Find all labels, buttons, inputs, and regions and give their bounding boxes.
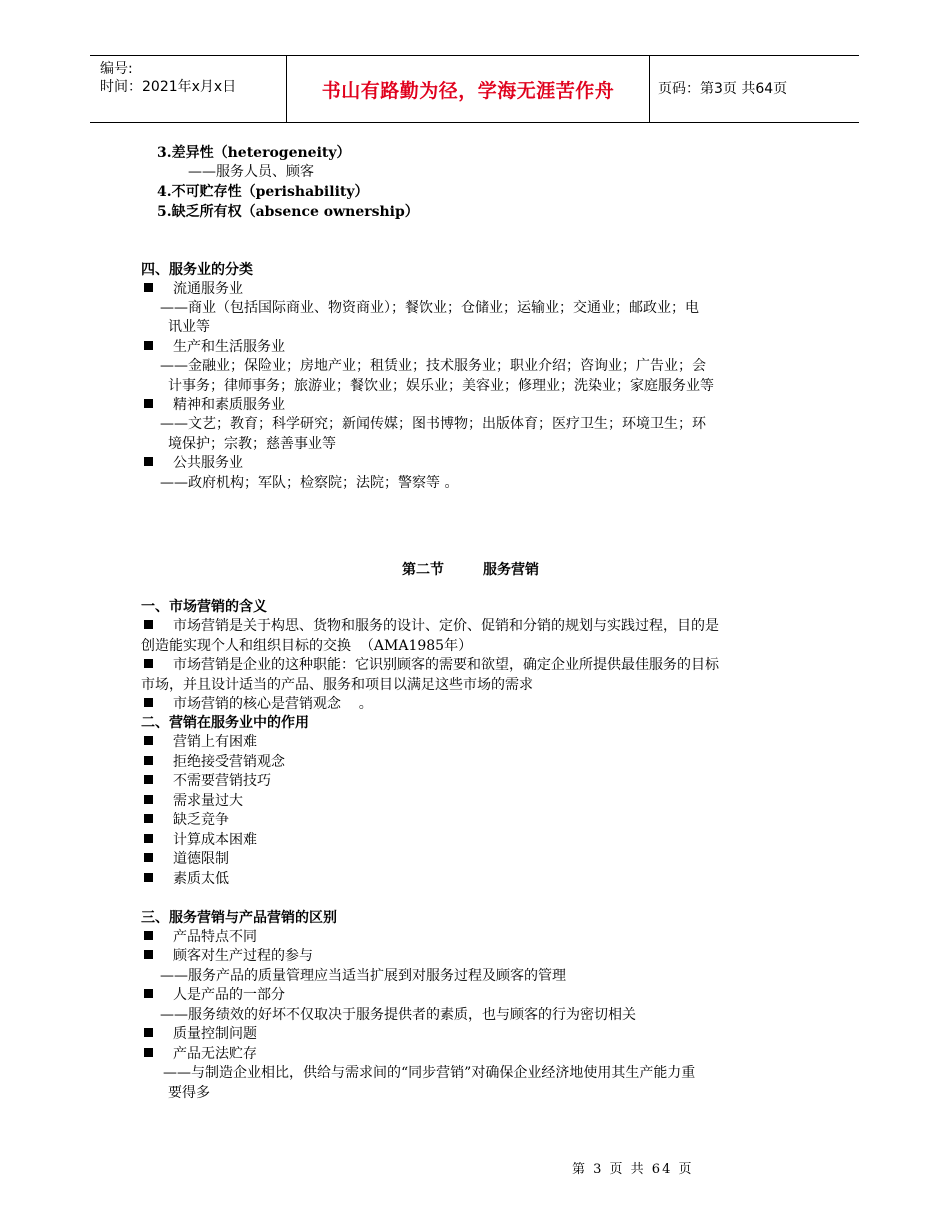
feature-perishability: 4.不可贮存性（perishability）	[157, 184, 369, 200]
list-item-desc: 要得多	[168, 1085, 210, 1101]
bullet-square-icon	[144, 853, 153, 862]
list-item: 营销上有困难	[141, 733, 257, 752]
list-item: 不需要营销技巧	[141, 772, 271, 791]
chapter-title: 第二节 服务营销	[402, 562, 539, 578]
header-right-cell	[650, 56, 859, 122]
bullet-square-icon	[144, 950, 153, 959]
feature-heterogeneity: 3.差异性（heterogeneity）	[157, 145, 351, 161]
bullet-square-icon	[144, 873, 153, 882]
list-item-cont: 市场，并且设计适当的产品、服务和项目以满足这些市场的需求	[141, 677, 533, 693]
list-item: 市场营销的核心是营销观念 。	[141, 695, 373, 714]
bullet-square-icon	[144, 736, 153, 745]
list-item: 需求量过大	[141, 792, 243, 811]
header-left-cell	[90, 56, 287, 122]
bullet-square-icon	[144, 698, 153, 707]
header-center-cell	[287, 56, 650, 122]
bullet-square-icon	[144, 1028, 153, 1037]
list-item: 流通服务业	[141, 280, 243, 299]
page-header	[90, 55, 859, 123]
list-item: 计算成本困难	[141, 831, 257, 850]
time-label: 时间：2021年x月x日	[100, 79, 237, 95]
bullet-square-icon	[144, 795, 153, 804]
header-motto: 书山有路勤为径，学海无涯苦作舟	[321, 80, 615, 102]
list-item-desc: ——商业（包括国际商业、物资商业）；餐饮业；仓储业；运输业；交通业；邮政业；电	[160, 300, 699, 316]
list-item: 缺乏竞争	[141, 811, 229, 830]
bullet-square-icon	[144, 399, 153, 408]
list-item-desc: ——文艺；教育；科学研究；新闻传媒；图书博物；出版体育；医疗卫生；环境卫生；环	[160, 416, 706, 432]
list-item: 公共服务业	[141, 454, 243, 473]
bullet-square-icon	[144, 457, 153, 466]
list-item: 拒绝接受营销观念	[141, 753, 285, 772]
list-item-desc: 境保护；宗教；慈善事业等	[168, 436, 336, 452]
list-item: 人是产品的一部分	[141, 986, 285, 1005]
list-item-desc: ——政府机构；军队；检察院；法院；警察等 。	[160, 475, 459, 491]
list-item: 市场营销是企业的这种职能：它识别顾客的需要和欲望，确定企业所提供最佳服务的目标	[141, 656, 719, 675]
list-item: 市场营销是关于构思、货物和服务的设计、定价、促销和分销的规划与实践过程，目的是	[141, 617, 719, 636]
list-item-desc: ——服务绩效的好坏不仅取决于服务提供者的素质，也与顾客的行为密切相关	[160, 1007, 636, 1023]
bullet-square-icon	[144, 620, 153, 629]
list-item-cont: 创造能实现个人和组织目标的交换 （AMA1985年）	[141, 638, 473, 654]
list-item: 产品特点不同	[141, 928, 257, 947]
bullet-square-icon	[144, 814, 153, 823]
feature-absence-ownership: 5.缺乏所有权（absence ownership）	[157, 204, 419, 220]
part-one-heading: 一、市场营销的含义	[141, 599, 267, 615]
bullet-square-icon	[144, 931, 153, 940]
part-three-heading: 三、服务营销与产品营销的区别	[141, 910, 337, 926]
bullet-square-icon	[144, 756, 153, 765]
list-item: 精神和素质服务业	[141, 396, 285, 415]
list-item: 顾客对生产过程的参与	[141, 947, 313, 966]
bullet-square-icon	[144, 1048, 153, 1057]
list-item: 素质太低	[141, 870, 229, 889]
bullet-square-icon	[144, 341, 153, 350]
list-item-desc: ——金融业；保险业；房地产业；租赁业；技术服务业；职业介绍；咨询业；广告业；会	[160, 358, 706, 374]
bullet-square-icon	[144, 989, 153, 998]
part-two-heading: 二、营销在服务业中的作用	[141, 715, 309, 731]
feature-heterogeneity-desc: ——服务人员、顾客	[188, 164, 314, 180]
list-item-desc: 讯业等	[168, 319, 210, 335]
list-item: 产品无法贮存	[141, 1045, 257, 1064]
bullet-square-icon	[144, 834, 153, 843]
list-item: 道德限制	[141, 850, 229, 869]
bullet-square-icon	[144, 283, 153, 292]
list-item-desc: ——与制造企业相比，供给与需求间的“同步营销”对确保企业经济地使用其生产能力重	[163, 1065, 696, 1081]
serial-label: 编号:	[100, 61, 133, 77]
list-item: 生产和生活服务业	[141, 338, 285, 357]
bullet-square-icon	[144, 775, 153, 784]
bullet-square-icon	[144, 659, 153, 668]
header-page-info: 页码：第3页 共64页	[658, 81, 788, 97]
list-item-desc: ——服务产品的质量管理应当适当扩展到对服务过程及顾客的管理	[160, 968, 566, 984]
list-item: 质量控制问题	[141, 1025, 257, 1044]
page-footer: 第 3 页 共 64 页	[572, 1162, 694, 1177]
section-four-heading: 四、服务业的分类	[141, 262, 253, 278]
list-item-desc: 计事务；律师事务；旅游业；餐饮业；娱乐业；美容业；修理业；洗染业；家庭服务业等	[168, 378, 714, 394]
